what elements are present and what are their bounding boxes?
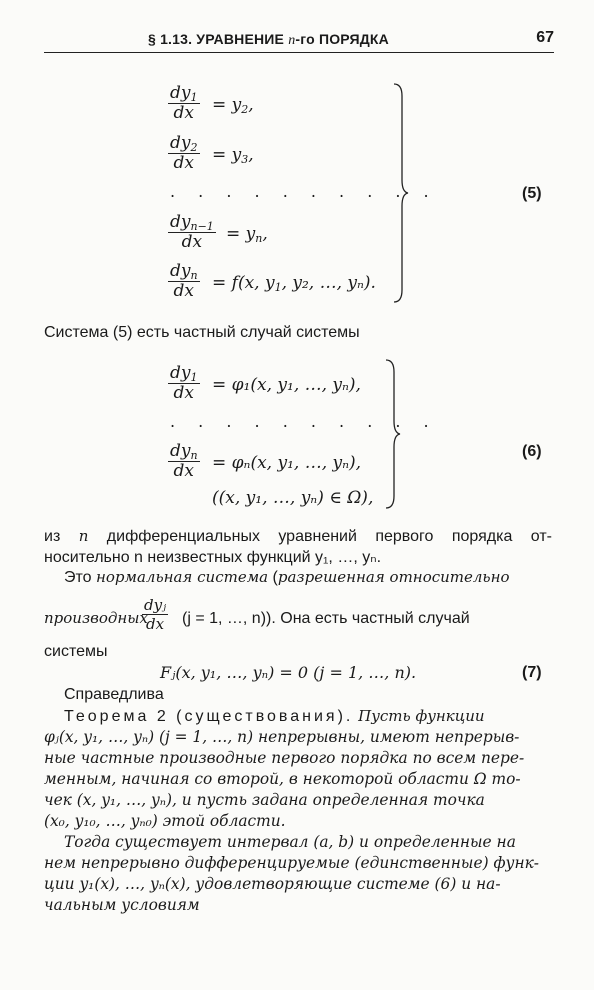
paragraph-normal-system-line2b: (j = 1, …, n)). Она есть частный случай (182, 610, 470, 627)
domain-condition: ((x, y₁, …, yₙ) ∈ Ω), (212, 488, 374, 508)
ellipsis-dots: . . . . . . . . . . (170, 182, 438, 201)
fraction-dy1-dx: $dy_1$ dx (170, 83, 198, 123)
paragraph-system-note: Система (5) есть частный случай системы (44, 324, 360, 341)
theorem-line6: (x₀, y₁₀, …, yₙ₀) этой области. (44, 812, 286, 830)
running-header (44, 28, 554, 52)
rhs-phin: = φₙ(x, y₁, …, yₙ), (212, 453, 362, 473)
fraction-dy2-dx: $dy_2$ dx (170, 133, 198, 173)
theorem-line10: чальным условиям (44, 896, 200, 914)
theorem-line2: φⱼ(x, y₁, …, yₙ) (j = 1, …, n) непрерывны, имеют непрерыв- (44, 728, 520, 746)
theorem-line8: нем непрерывно дифференцируемые (единственные) функ- (44, 854, 539, 872)
theorem-line7: Тогда существует интервал (a, b) и определенные на (64, 833, 516, 851)
rhs-row1: = $y_2$, (212, 95, 254, 116)
paragraph-spravedliva: Справедлива (64, 686, 164, 703)
paragraph-normal-system-line3: системы (44, 643, 108, 660)
paragraph-normal-system-line2: производных (44, 609, 148, 627)
fraction-dyn-1-dx: $dy_{n-1}$ dx (170, 212, 214, 252)
fraction-dyn-dx: $dy_n$ dx (170, 261, 198, 301)
page-number: 67 (536, 29, 554, 46)
fraction-dyj-dx: dyⱼ dx (144, 596, 167, 633)
header-rule (44, 52, 554, 53)
paragraph-n-equations-line2: носительно n неизвестных функций y₁, …, yₙ. (44, 549, 382, 566)
rhs-phi1: = φ₁(x, y₁, …, yₙ), (212, 375, 361, 395)
rhs-row2: = $y_3$, (212, 145, 254, 166)
equation-label-7: (7) (522, 664, 542, 681)
theorem-line3: ные частные производные первого порядка по всем пере- (44, 749, 525, 767)
fraction-dyn-dx-6: $dy_n$ dx (170, 441, 198, 481)
rhs-row3: = $y_n$, (226, 224, 268, 245)
rhs-row4: = f(x, $y_1$, y₂, …, yₙ). (212, 273, 376, 294)
equation-7: Fⱼ(x, y₁, …, yₙ) = 0 (j = 1, …, n). (160, 663, 417, 682)
theorem-line5: чек (x, y₁, …, yₙ), и пусть задана определенная точка (44, 791, 485, 809)
theorem-title-line: Теорема 2 (существования). Пусть функции (64, 707, 485, 725)
paragraph-n-equations-line1: из n дифференциальных уравнений первого порядка от- (44, 527, 552, 545)
right-brace-5 (392, 82, 410, 304)
theorem-line9: ции y₁(x), …, yₙ(x), удовлетворяющие системе (6) и на- (44, 875, 501, 893)
equation-label-5: (5) (522, 185, 542, 202)
ellipsis-dots-6: . . . . . . . . . . (170, 412, 438, 431)
equation-label-6: (6) (522, 443, 542, 460)
paragraph-normal-system-line1: Это нормальная система (разрешенная относительно (64, 568, 510, 586)
right-brace-6 (384, 358, 402, 510)
fraction-dy1-dx-6: $dy_1$ dx (170, 363, 198, 403)
section-title: § 1.13. УРАВНЕНИЕ n-го ПОРЯДКА (148, 31, 389, 48)
theorem-line4: менным, начиная со второй, в некоторой области Ω то- (44, 770, 521, 788)
